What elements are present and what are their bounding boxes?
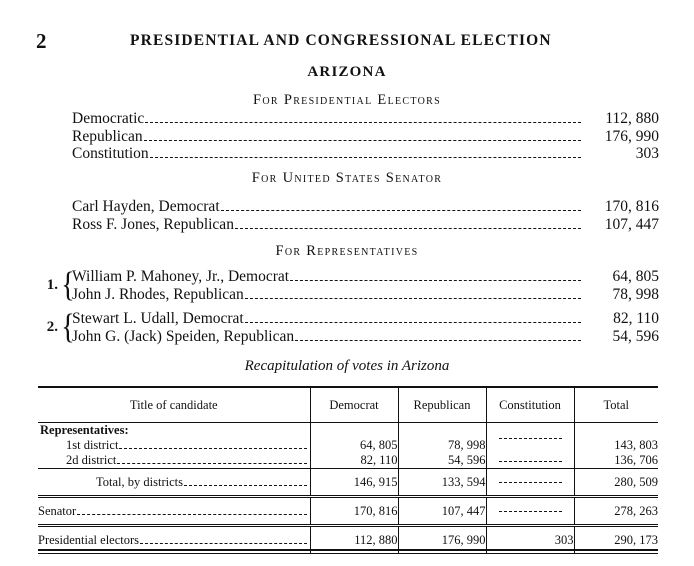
result-row [72, 286, 659, 304]
table-caption: Recapitulation of votes in Arizona [244, 358, 450, 374]
row-label: Senator [38, 503, 77, 518]
dot-leader [184, 485, 307, 486]
cell-constitution: 303 [486, 526, 574, 554]
cell-total: 278, 263 [574, 497, 658, 526]
candidate-label: Stewart L. Udall, Democrat [72, 310, 244, 327]
running-head-title: PRESIDENTIAL AND CONGRESSIONAL ELECTION [130, 32, 552, 49]
cell-constitution [486, 497, 574, 526]
district-group [38, 307, 659, 347]
row-label: Total, by districts [96, 474, 183, 489]
running-head [0, 28, 694, 54]
vote-count: 78, 998 [612, 285, 659, 303]
presidential-electors-results [72, 110, 659, 163]
row-label: 2d district [66, 453, 117, 467]
table-row [38, 469, 658, 497]
dash-placeholder [499, 511, 562, 512]
vote-count: 112, 880 [605, 110, 659, 127]
dot-leader [235, 228, 581, 229]
vote-count: 64, 805 [612, 268, 659, 285]
state-title: ARIZONA [307, 64, 387, 80]
cell-total: 290, 173 [574, 526, 658, 554]
dot-leader [245, 322, 581, 323]
candidate-label: John J. Rhodes, Republican [72, 285, 244, 303]
cell-total: 280, 509 [574, 469, 658, 497]
vote-count: 107, 447 [604, 215, 659, 233]
dot-leader [77, 514, 306, 515]
cell-democrat: 112, 880 [310, 526, 398, 554]
recapitulation-table [38, 386, 658, 554]
cell-republican: 54, 596 [398, 453, 486, 469]
result-row [72, 328, 659, 346]
candidate-label: Constitution [72, 145, 149, 162]
page-number: 2 [36, 29, 47, 53]
cell-total: 136, 706 [614, 453, 658, 467]
dot-leader [145, 122, 581, 123]
dot-leader [117, 463, 306, 464]
table-row [38, 497, 658, 526]
result-row [72, 110, 659, 128]
cell-republican: 176, 990 [398, 526, 486, 554]
table-bottom-rule [38, 549, 658, 551]
result-row [72, 216, 659, 234]
candidate-label: Ross F. Jones, Republican [72, 215, 234, 233]
column-header-republican: Republican [398, 387, 486, 423]
dot-leader [290, 280, 581, 281]
cell-democrat: 64, 805 [310, 423, 398, 454]
cell-constitution [486, 423, 574, 454]
row-label: Presidential electors [38, 532, 140, 547]
table-row [38, 423, 658, 454]
cell-constitution [486, 469, 574, 497]
column-header-title: Title of candidate [38, 387, 310, 423]
dot-leader [119, 448, 306, 449]
result-row [72, 128, 659, 146]
vote-count: 176, 990 [604, 127, 659, 145]
row-group-label: Representatives: [40, 423, 129, 437]
cell-democrat: 82, 110 [310, 453, 398, 469]
cell-republican: 78, 998 [398, 423, 486, 454]
district-number: 2. [46, 319, 58, 335]
section-heading-representatives: For Representatives [275, 243, 419, 259]
cell-republican: 107, 447 [398, 497, 486, 526]
dot-leader [295, 340, 581, 341]
section-heading-senator: For United States Senator [251, 170, 443, 186]
vote-count: 54, 596 [612, 327, 659, 345]
cell-constitution [486, 453, 574, 469]
vote-count: 303 [635, 145, 659, 162]
cell-republican: 133, 594 [398, 469, 486, 497]
table-header-row [38, 387, 658, 423]
dot-leader [144, 140, 581, 141]
result-row [72, 198, 659, 216]
table-row [38, 453, 658, 469]
dot-leader [245, 298, 581, 299]
dash-placeholder [499, 461, 562, 462]
senator-results [72, 198, 659, 233]
column-header-constitution: Constitution [486, 387, 574, 423]
column-header-total: Total [574, 387, 658, 423]
candidate-label: John G. (Jack) Speiden, Republican [72, 327, 295, 345]
cell-democrat: 170, 816 [310, 497, 398, 526]
dot-leader [150, 157, 581, 158]
candidate-label: Republican [72, 127, 143, 145]
row-label: 1st district [66, 438, 119, 452]
cell-democrat: 146, 915 [310, 469, 398, 497]
result-row [72, 268, 659, 286]
district-number: 1. [46, 277, 58, 293]
candidate-label: William P. Mahoney, Jr., Democrat [72, 268, 290, 285]
brace-icon: { [61, 265, 75, 305]
section-heading-presidential-electors: For Presidential Electors [253, 92, 441, 108]
dash-placeholder [499, 438, 562, 439]
district-group [38, 265, 659, 305]
candidate-label: Democratic [72, 110, 145, 127]
result-row [72, 310, 659, 328]
dot-leader [221, 210, 581, 211]
column-header-democrat: Democrat [310, 387, 398, 423]
cell-total: 143, 803 [614, 438, 658, 452]
candidate-label: Carl Hayden, Democrat [72, 198, 220, 215]
vote-count: 82, 110 [613, 310, 659, 327]
vote-count: 170, 816 [604, 198, 659, 215]
dot-leader [140, 543, 306, 544]
brace-icon: { [61, 307, 75, 347]
dash-placeholder [499, 482, 562, 483]
result-row [72, 145, 659, 163]
representatives-results [38, 265, 659, 352]
